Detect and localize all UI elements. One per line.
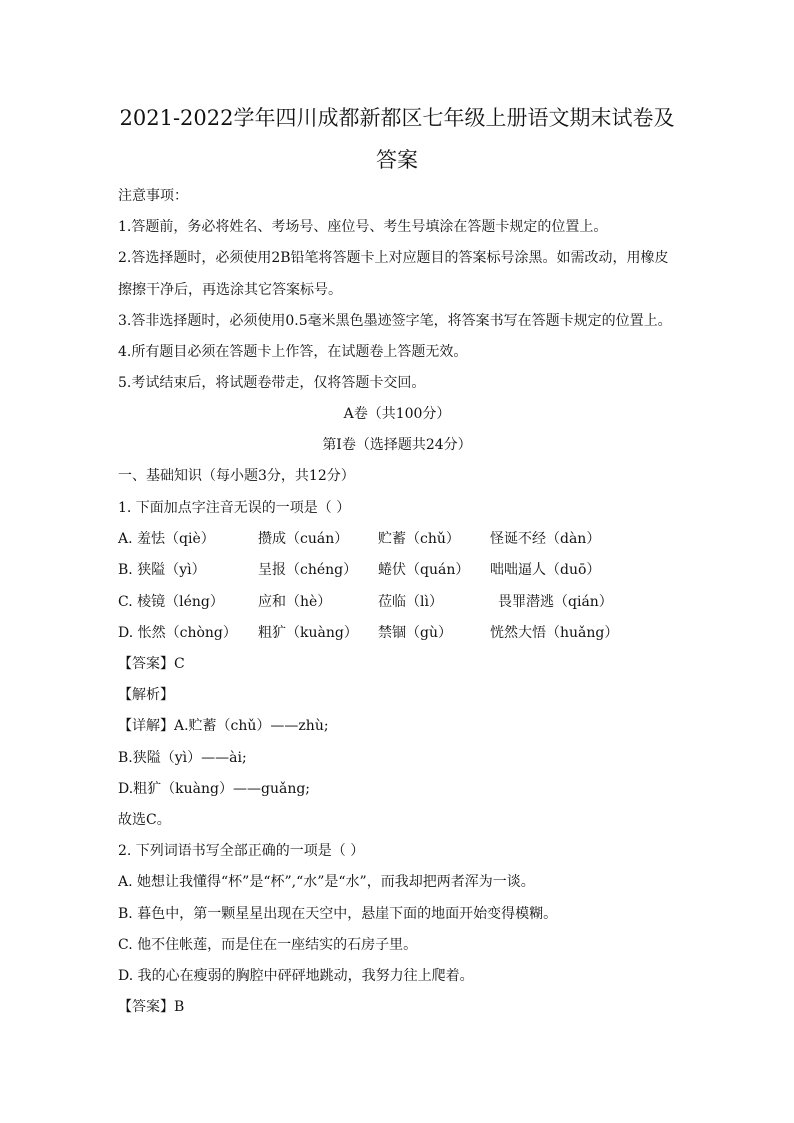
q1-option-a-word-3: 贮蓄（chǔ） [378,531,460,547]
q1-option-b-word-3: 蜷伏（quán） [378,562,470,578]
q1-option-d-word-4: 恍然大悟（huǎng） [490,625,619,641]
q1-detail: 故选C。 [118,812,171,828]
q1-option-c-word-3: 莅临（lì） [378,594,443,610]
q1-option-d-word-2: 粗犷（kuàng） [258,625,358,641]
q1-option-b-word-2: 呈报（chéng） [258,562,358,578]
exam-title-line-2: 答案 [376,148,418,172]
section-1-heading: 第Ⅰ卷（选择题共24分） [322,437,472,453]
q1-option-a-word-1: A. 羞怯（qiè） [118,531,215,547]
q1-option-b-word-4: 咄咄逼人（duō） [490,562,601,578]
notice-item: 5.考试结束后，将试题卷带走，仅将答题卡交回。 [118,375,426,391]
q1-option-row-b [118,560,718,580]
part-1-heading: 一、基础知识（每小题3分，共12分） [118,468,355,484]
q1-option-b-word-1: B. 狭隘（yì） [118,562,206,578]
q1-option-c-word-4: 畏罪潜逃（qián） [498,594,613,610]
q1-option-row-a [118,529,718,549]
notice-item: 2.答选择题时，必须使用2B铅笔将答题卡上对应题目的答案标号涂黑。如需改动，用橡皮 [118,250,669,266]
question-2-stem: 2. 下列词语书写全部正确的一项是（ ） [118,843,365,859]
notice-item: 1.答题前，务必将姓名、考场号、座位号、考生号填涂在答题卡规定的位置上。 [118,219,608,235]
q1-analysis-heading: 【解析】 [118,687,174,703]
q1-option-c-word-1: C. 棱镜（léng） [118,594,224,610]
q2-option-b: B. 暮色中，第一颗星星出现在天空中，悬崖下面的地面开始变得模糊。 [118,906,558,922]
q1-answer: 【答案】C [118,656,185,672]
q1-detail: 【详解】A.贮蓄（chǔ）——zhù; [118,718,329,734]
q1-option-d-word-3: 禁锢（gù） [378,625,452,641]
q1-option-a-word-4: 怪诞不经（dàn） [490,531,601,547]
q2-option-a: A. 她想让我懂得“杯”是“杯”,“水”是“水”，而我却把两者浑为一谈。 [118,874,535,890]
q1-detail: B.狭隘（yì）——ài; [118,750,247,766]
q1-option-a-word-2: 攒成（cuán） [258,531,349,547]
section-a-heading: A卷（共100分） [343,406,451,422]
q1-detail: D.粗犷（kuàng）——guǎng; [118,781,311,797]
q1-option-row-d [118,623,718,643]
q1-option-row-c [118,592,718,612]
notice-heading: 注意事项： [118,188,188,204]
question-1-stem: 1. 下面加点字注音无误的一项是（ ） [118,500,351,516]
q2-option-c: C. 他不住帐莲，而是住在一座结实的石房子里。 [118,937,418,953]
notice-item: 3.答非选择题时，必须使用0.5毫米黑色墨迹签字笔，将答案书写在答题卡规定的位置上。 [118,313,672,329]
q1-option-d-word-1: D. 怅然（chòng） [118,625,237,641]
notice-item: 擦擦干净后，再选涂其它答案标号。 [118,282,342,298]
q2-answer: 【答案】B [118,999,185,1015]
q1-option-c-word-2: 应和（hè） [258,594,332,610]
exam-title-line-1: 2021-2022学年四川成都新都区七年级上册语文期末试卷及 [119,106,675,130]
q2-option-d: D. 我的心在瘦弱的胸腔中砰砰地跳动，我努力往上爬着。 [118,968,474,984]
notice-item: 4.所有题目必须在答题卡上作答，在试题卷上答题无效。 [118,344,468,360]
